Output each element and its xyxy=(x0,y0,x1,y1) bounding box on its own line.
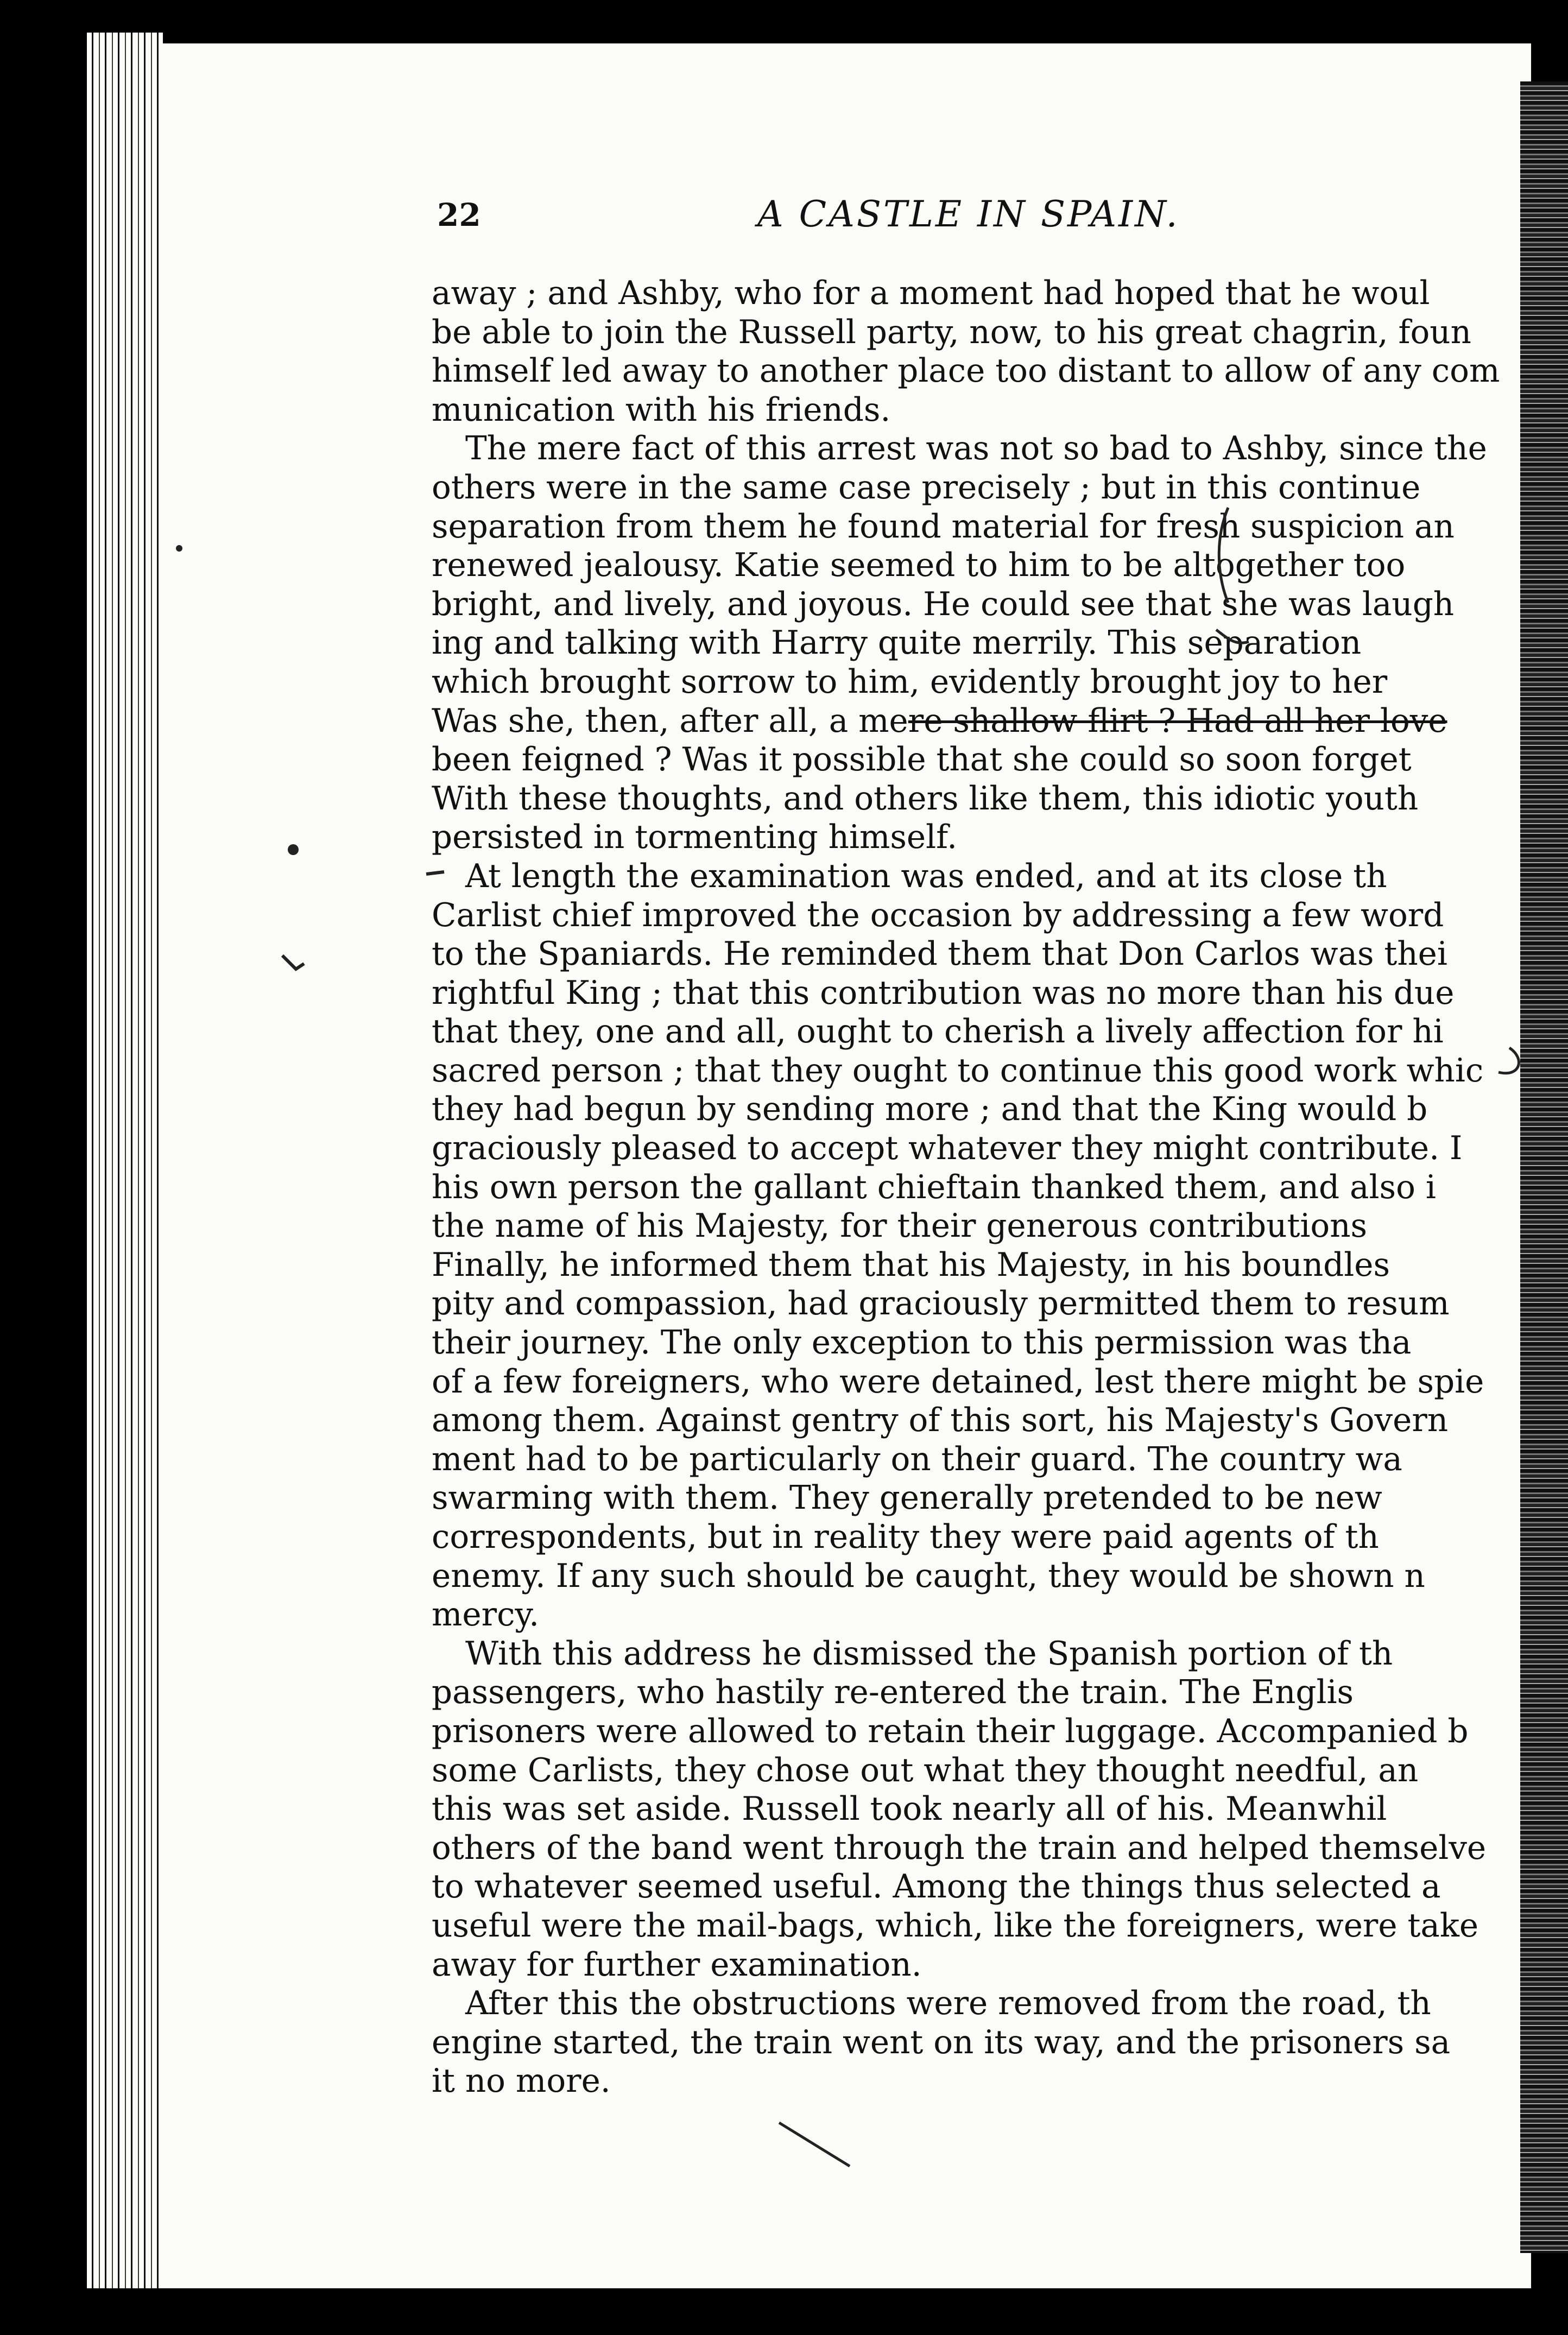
text-line: mercy. xyxy=(432,1596,540,1634)
text-line: The mere fact of this arrest was not so bad to Ashby, since the xyxy=(465,430,1487,468)
text-line: rightful King ; that this contribution was no more than his due xyxy=(432,974,1455,1012)
text-line-start: Was she, then, after all, a me xyxy=(432,702,908,740)
text-line: it no more. xyxy=(432,2062,611,2100)
paragraph-5 xyxy=(432,1984,1528,2101)
text-line: ing and talking with Harry quite merrily. This separation xyxy=(432,624,1362,662)
text-line: separation from them he found material for fresh suspicion an xyxy=(432,508,1455,546)
binding-edge xyxy=(87,33,163,2296)
text-line: enemy. If any such should be caught, they would be shown n xyxy=(432,1557,1425,1595)
text-line: engine started, the train went on its way, and the prisoners sa xyxy=(432,2023,1451,2061)
text-line: With this address he dismissed the Spanish portion of th xyxy=(465,1635,1393,1673)
text-line: to whatever seemed useful. Among the things thus selected a xyxy=(432,1868,1441,1906)
text-line: correspondents, but in reality they were paid agents of th xyxy=(432,1518,1379,1556)
text-line: to the Spaniards. He reminded them that Don Carlos was thei xyxy=(432,935,1447,973)
text-line: himself led away to another place too distant to allow of any com xyxy=(432,352,1500,390)
text-line: munication with his friends. xyxy=(432,391,891,429)
text-line: ment had to be particularly on their guard. The country wa xyxy=(432,1440,1402,1478)
text-line: graciously pleased to accept whatever they might contribute. I xyxy=(432,1130,1463,1168)
text-line: persisted in tormenting himself. xyxy=(432,819,957,857)
paragraph-1 xyxy=(432,274,1528,429)
text-line: been feigned ? Was it possible that she could so soon forget xyxy=(432,741,1412,779)
text-line: swarming with them. They generally pretended to be new xyxy=(432,1479,1382,1517)
struck-text: re shallow flirt ? Had all her love xyxy=(908,702,1447,740)
text-line: prisoners were allowed to retain their luggage. Accompanied b xyxy=(432,1712,1469,1750)
text-line: Finally, he informed them that his Majesty, in his boundles xyxy=(432,1246,1390,1284)
text-line: away ; and Ashby, who for a moment had hoped that he woul xyxy=(432,275,1430,312)
text-line: his own person the gallant chieftain thanked them, and also i xyxy=(432,1168,1436,1206)
text-line: bright, and lively, and joyous. He could see that she was laugh xyxy=(432,585,1455,623)
bottom-page-edge xyxy=(87,2288,1553,2335)
text-line: sacred person ; that they ought to continue this good work whic xyxy=(432,1052,1484,1090)
text-line: the name of his Majesty, for their generous contributions xyxy=(432,1207,1368,1245)
text-line: be able to join the Russell party, now, to his great chagrin, foun xyxy=(432,313,1471,351)
text-line: among them. Against gentry of this sort, his Majesty's Govern xyxy=(432,1402,1449,1440)
text-line: of a few foreigners, who were detained, lest there might be spie xyxy=(432,1363,1484,1401)
paragraph-4 xyxy=(432,1635,1528,1984)
text-line: pity and compassion, had graciously permitted them to resum xyxy=(432,1285,1450,1323)
text-line: some Carlists, they chose out what they thought needful, an xyxy=(432,1751,1419,1789)
text-line: others of the band went through the train and helped themselve xyxy=(432,1829,1487,1867)
text-line: After this the obstructions were removed from the road, th xyxy=(465,1985,1431,2023)
struck-text-line xyxy=(432,702,1528,741)
paragraph-3 xyxy=(432,857,1528,1635)
running-title: A CASTLE IN SPAIN. xyxy=(757,193,1180,235)
paragraph-2 xyxy=(432,429,1528,857)
text-line: they had begun by sending more ; and that the King would b xyxy=(432,1091,1428,1129)
text-line: renewed jealousy. Katie seemed to him to be altogether too xyxy=(432,547,1406,585)
page-number: 22 xyxy=(437,197,481,233)
text-line: useful were the mail-bags, which, like the foreigners, were take xyxy=(432,1907,1479,1945)
body-text xyxy=(432,274,1528,2101)
text-line: their journey. The only exception to this permission was tha xyxy=(432,1324,1412,1362)
text-line: others were in the same case precisely ; but in this continue xyxy=(432,469,1421,507)
text-line: which brought sorrow to him, evidently brought joy to her xyxy=(432,663,1388,701)
text-line: that they, one and all, ought to cherish a lively affection for hi xyxy=(432,1013,1444,1051)
text-line: At length the examination was ended, and at its close th xyxy=(465,857,1387,895)
text-line: With these thoughts, and others like them, this idiotic youth xyxy=(432,780,1419,818)
text-line: passengers, who hastily re-entered the train. The Englis xyxy=(432,1674,1354,1712)
text-line: away for further examination. xyxy=(432,1946,922,1984)
text-line: this was set aside. Russell took nearly all of his. Meanwhil xyxy=(432,1790,1387,1828)
text-line: Carlist chief improved the occasion by addressing a few word xyxy=(432,896,1444,934)
